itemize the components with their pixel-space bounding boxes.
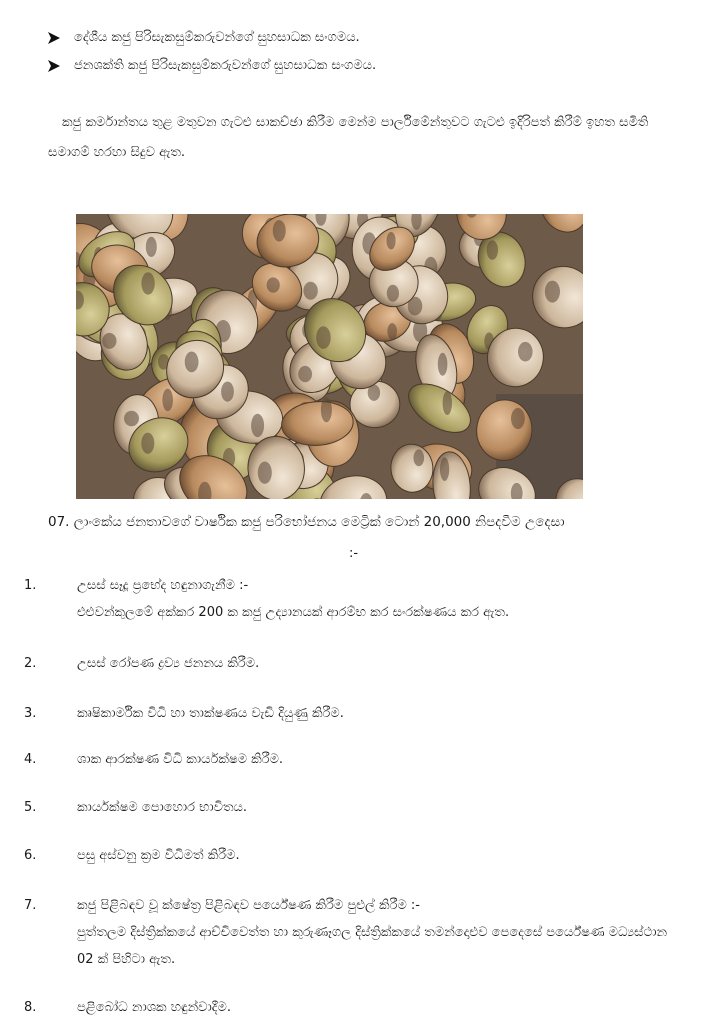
- list-item: [77, 572, 687, 626]
- cashew-nut-notch: [440, 457, 449, 481]
- cashew-nut-notch: [487, 240, 498, 259]
- list-item-text: පළිබෝධ නාශක හඳුන්වාදීම.: [77, 1000, 232, 1015]
- cashew-nut-notch: [414, 449, 425, 466]
- cashew-nut-notch: [258, 462, 272, 484]
- bullet-text: දේශීය කජු පිරිසැකසුම්කරුවන්ගේ සුහසාධක සංගමය.: [74, 30, 360, 45]
- cashew-nuts-photo: [76, 214, 583, 499]
- bullet-item: [48, 30, 360, 45]
- list-item-subtext: එළුවන්කුලමේ අක්කර 200 ක කජු උද්‍යානයක් ආරම්භ කර සංරක්ෂණය කර ඇත.: [77, 605, 510, 620]
- section-heading: 07. ලාංකේය ජනතාවගේ වාර්ෂික කජු පරිභෝජනය මෙට්‍රික් ටොන් 20,000 නිපදවීම උදෙසා: [48, 514, 565, 530]
- cashew-nut-notch: [438, 353, 448, 376]
- arrow-bullet-icon: [48, 32, 60, 44]
- list-item-text: උසස් රෝපණ ද්‍රව්‍ය ජනනය කිරීම.: [77, 656, 260, 671]
- list-item-text: කාර්යක්ෂම පොහොර භාවිතය.: [77, 800, 248, 815]
- cashew-nut-notch: [511, 408, 525, 429]
- list-item: [77, 746, 687, 773]
- list-item: [77, 892, 687, 973]
- intro-paragraph: [48, 108, 668, 168]
- arrow-bullet-icon: [48, 60, 60, 72]
- bullet-item: [48, 58, 376, 73]
- list-item: [77, 794, 687, 821]
- cashew-nut-notch: [124, 411, 139, 427]
- cashew-nut-notch: [518, 342, 533, 362]
- item-number: 2.: [24, 656, 37, 671]
- list-item-text: පසු අස්වනු ක්‍රම විධිමත් කිරීම.: [77, 848, 240, 863]
- cashew-nut-notch: [146, 237, 157, 257]
- list-item-text: උසස් සෑදූ ප්‍රභේද හඳුනාගැනීම :-: [77, 578, 249, 593]
- cashew-nut-notch: [185, 352, 199, 373]
- item-number: 6.: [24, 848, 37, 863]
- list-item: [77, 650, 687, 677]
- cashew-nut-notch: [141, 433, 154, 454]
- item-number: 4.: [24, 752, 37, 767]
- cashew-nut-notch: [387, 323, 397, 340]
- cashew-nut-notch: [298, 366, 312, 382]
- cashew-nut-notch: [321, 397, 332, 422]
- cashew-nut-notch: [443, 391, 452, 415]
- cashew-nut-notch: [141, 272, 154, 294]
- cashew-nut-notch: [387, 232, 396, 249]
- list-item-text: කජු පිළිබඳව වූ ක්ෂේත්‍ර පිළිබඳව පර්යේෂණ කිරීම පුළුල් කිරීම :-: [77, 898, 421, 913]
- cashew-nut-notch: [316, 326, 331, 349]
- cashew-photo-drawing: [76, 214, 583, 499]
- cashew-nut-notch: [102, 333, 116, 349]
- cashew-nut-notch: [221, 382, 234, 402]
- cashew-nut-notch: [273, 220, 286, 242]
- intro-paragraph-text: කජු කර්මාන්තය තුළ මතුවන ගැටළු සාකච්ඡා කිරීම මෙන්ම පාර්ලිමේන්තුවට ගැටළු ඉදිරිපත් කිරීම් ඉහත සමිති සමාගම් හරහා සිදුව ඇත.: [48, 115, 649, 160]
- cashew-nut-notch: [162, 389, 173, 412]
- cashew-nut-notch: [387, 285, 399, 302]
- item-number: 8.: [24, 1000, 37, 1015]
- cashew-nut-notch: [251, 414, 264, 437]
- cashew-nut-notch: [303, 282, 317, 300]
- bullet-text: ජනශක්ති කජු පිරිසැකසුම්කරුවන්ගේ සුහසාධක සංගමය.: [74, 58, 377, 73]
- list-item: [77, 842, 687, 869]
- list-item-subtext: පුත්තලම දිස්ත්‍රික්කයේ ආච්චිවෙත්ත හා කුරුණෑගල දිස්ත්‍රික්කයේ තමන්දොළුව පෙදෙසේ පර්යේෂණ මධ්‍යස්ථාන 02 ක් පිහිටා ඇත.: [77, 925, 668, 967]
- list-item: [77, 994, 687, 1021]
- cashew-nut-notch: [545, 281, 560, 303]
- list-item-text: කෘෂිකාර්මික විධි හා තාක්ෂණය වැඩි දියුණු කිරීම.: [77, 706, 344, 721]
- item-number: 5.: [24, 800, 37, 815]
- list-item-text: ශාක ආරක්ෂණ විධි කාර්යක්ෂම කිරීම.: [77, 752, 284, 767]
- item-number: 1.: [24, 578, 37, 593]
- item-number: 7.: [24, 898, 37, 913]
- cashew-nut-notch: [267, 277, 280, 292]
- item-number: 3.: [24, 706, 37, 721]
- list-item: [77, 700, 687, 727]
- section-heading-continuation: :-: [348, 546, 359, 561]
